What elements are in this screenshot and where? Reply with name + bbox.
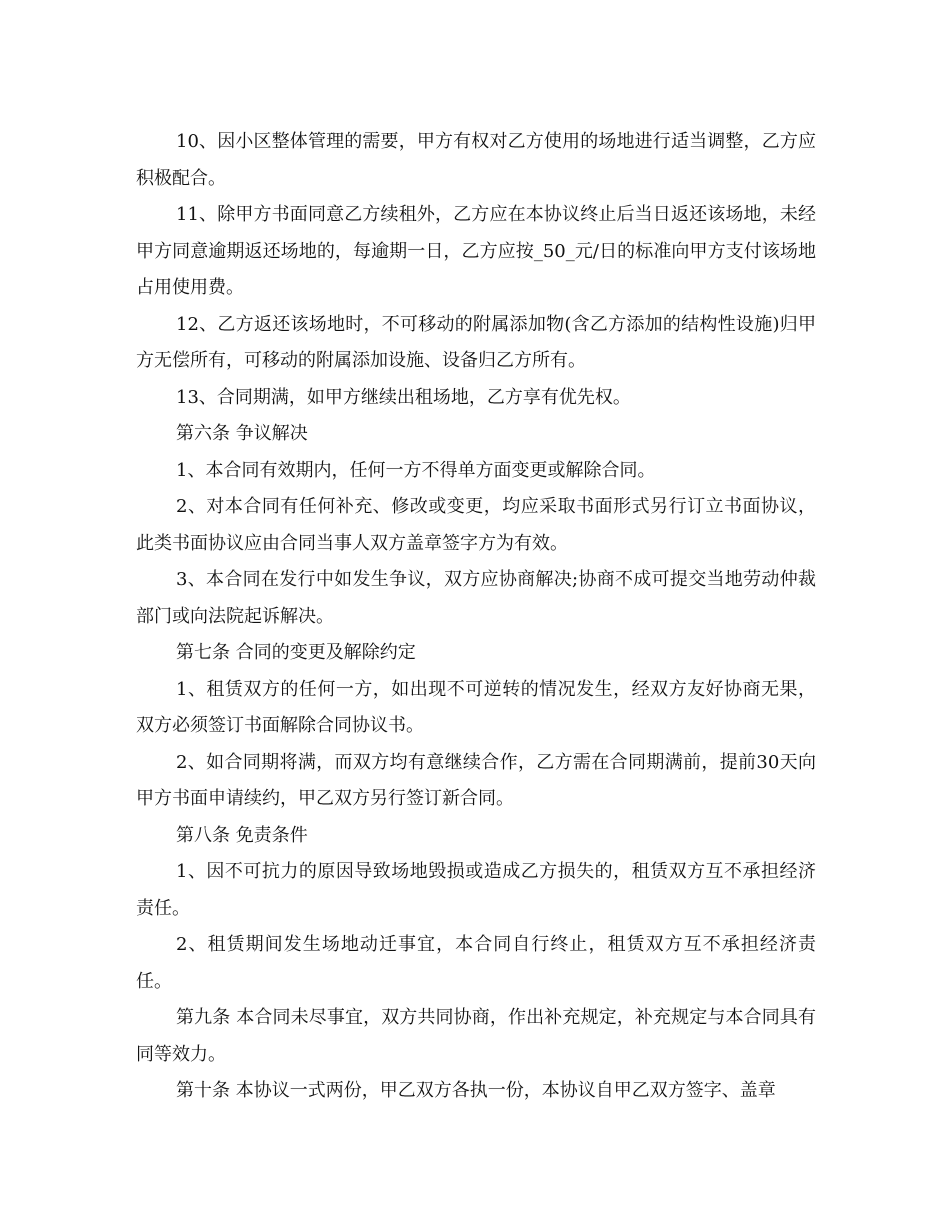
article-7-item-2: 2、如合同期将满，而双方均有意继续合作，乙方需在合同期满前，提前30天向甲方书面申请续约，甲乙双方另行签订新合同。 (136, 751, 816, 809)
article-6-item-1: 1、本合同有效期内，任何一方不得单方面变更或解除合同。 (176, 459, 656, 481)
section-heading-article-8: 第八条 免责条件 (176, 824, 308, 846)
clause-11: 11、除甲方书面同意乙方续租外，乙方应在本协议终止后当日返还该场地，未经甲方同意逾期返还场地的，每逾期一日，乙方应按_50_元/日的标准向甲方支付该场地占用使用费。 (136, 204, 816, 298)
article-6-item-2: 2、对本合同有任何补充、修改或变更，均应采取书面形式另行订立书面协议， 此类书面协议应由合同当事人双方盖章签字方为有效。 (136, 496, 816, 554)
section-heading-article-6: 第六条 争议解决 (176, 423, 308, 444)
article-6-item-3: 3、本合同在发行中如发生争议，双方应协商解决;协商不成可提交当地劳动仲裁部门或向法院起诉解决。 (136, 569, 816, 627)
article-8-item-2: 2、租赁期间发生场地动迁事宜，本合同自行终止，租赁双方互不承担经济责任。 (136, 934, 816, 992)
article-7-item-1: 1、租赁双方的任何一方，如出现不可逆转的情况发生，经双方友好协商无果，双方必须签订书面解除合同协议书。 (136, 678, 816, 736)
clause-10: 10、因小区整体管理的需要，甲方有权对乙方使用的场地进行适当调整，乙方应积极配合。 (136, 131, 816, 189)
article-9: 第九条 本合同未尽事宜，双方共同协商，作出补充规定，补充规定与本合同具有同等效力。 (136, 1007, 816, 1065)
document-body (136, 124, 816, 1110)
article-8-item-1: 1、因不可抗力的原因导致场地毁损或造成乙方损失的，租赁双方互不承担经济责任。 (136, 861, 816, 919)
clause-12: 12、乙方返还该场地时，不可移动的附属添加物(含乙方添加的结构性设施)归甲方无偿所有，可移动的附属添加设施、设备归乙方所有。 (136, 313, 816, 371)
clause-13: 13、合同期满，如甲方继续出租场地，乙方享有优先权。 (176, 386, 631, 408)
section-heading-article-7: 第七条 合同的变更及解除约定 (176, 642, 416, 663)
article-10: 第十条 本协议一式两份，甲乙双方各执一份，本协议自甲乙双方签字、盖章 (176, 1080, 776, 1101)
